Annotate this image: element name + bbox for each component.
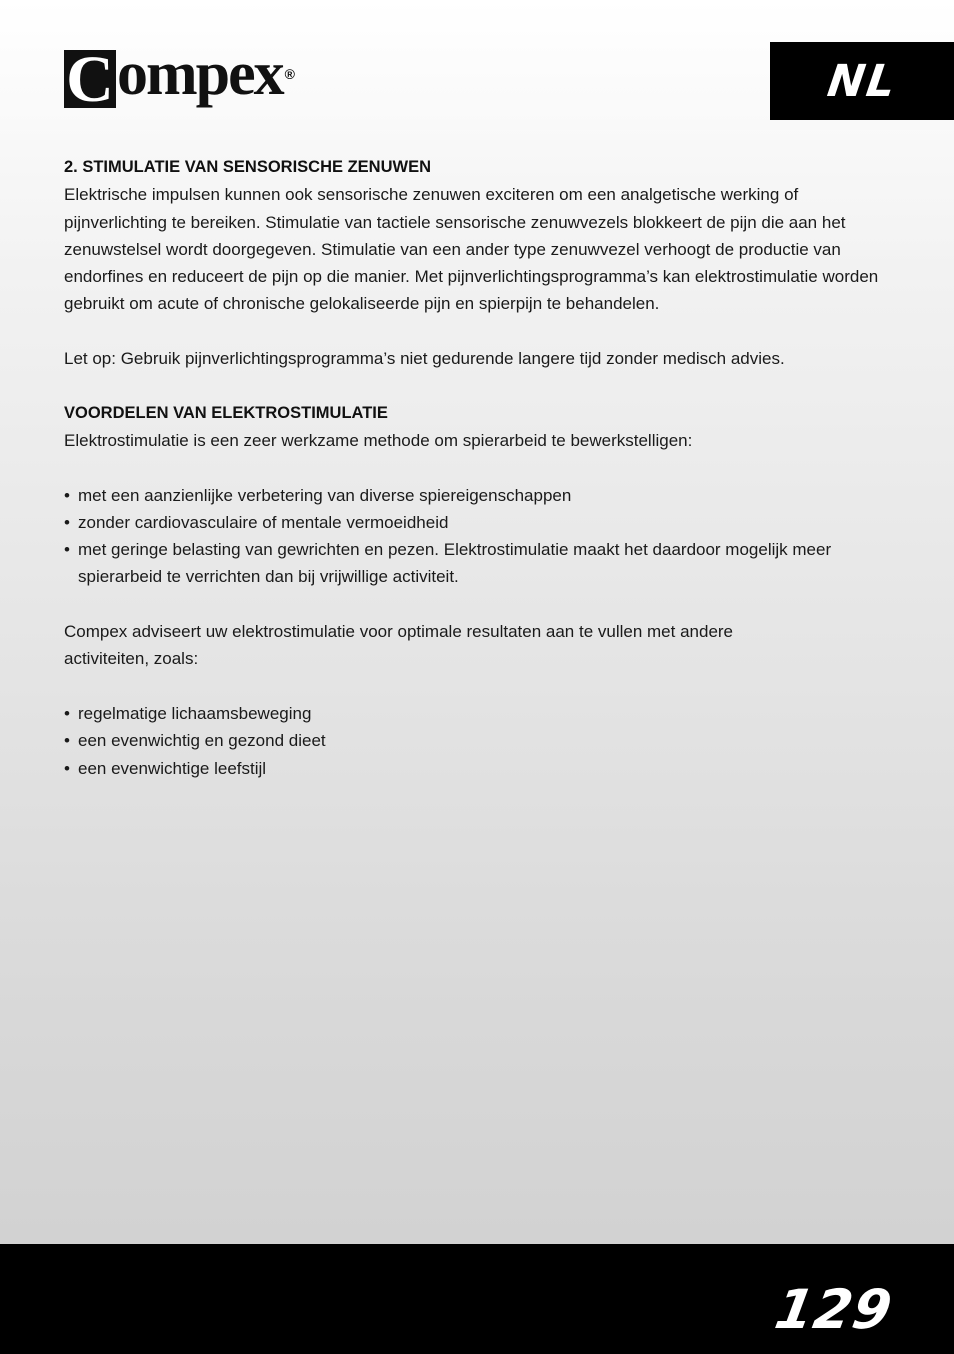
note-paragraph: Let op: Gebruik pijnverlichtingsprogramma’s niet gedurende langere tijd zonder medisch advies. xyxy=(64,349,785,369)
section-heading-sensory: 2. STIMULATIE VAN SENSORISCHE ZENUWEN xyxy=(64,158,431,176)
paragraph-sensory: Elektrische impulsen kunnen ook sensorische zenuwen exciteren om een analgetische werking of pijnverlichting te bereiken. Stimulatie van tactiele sensorische zenuwvezels blokkeert de pijn die aan het zenuwstelsel wordt doorgegeven. Stimulatie van een ander type zenuwvezel verhoogt de productie van endorfines en reduceert de pijn op die manier. Met pijnverlichtingsprogramma’s kan elektrostimulatie worden gebruikt om acute of chronische gelokaliseerde pijn en spierpijn te behandelen. xyxy=(64,185,879,314)
activities-list xyxy=(64,700,884,782)
list-item: • regelmatige lichaamsbeweging xyxy=(64,700,884,727)
registered-mark: ® xyxy=(284,66,295,82)
spacer xyxy=(64,318,884,345)
advice-line-1: Compex adviseert uw elektrostimulatie voor optimale resultaten aan te vullen met andere xyxy=(64,622,734,642)
list-item: • een evenwichtig en gezond dieet xyxy=(64,727,884,754)
benefits-list xyxy=(64,482,884,591)
language-tab xyxy=(770,42,954,120)
spacer xyxy=(64,454,884,481)
page-number: 129 xyxy=(770,1278,898,1341)
logo-initial: C xyxy=(66,43,114,116)
logo-wordmark: ompex xyxy=(117,40,283,108)
page-content xyxy=(64,154,884,782)
list-item: • met een aanzienlijke verbetering van diverse spiereigenschappen xyxy=(64,482,884,509)
footer-bar xyxy=(0,1244,954,1354)
spacer xyxy=(64,673,884,700)
advice-line-2: activiteiten, zoals: xyxy=(64,649,199,669)
language-label: NL xyxy=(823,55,901,107)
logo-c-block xyxy=(64,43,116,116)
section-heading-benefits: VOORDELEN VAN ELEKTROSTIMULATIE xyxy=(64,403,388,422)
spacer xyxy=(64,372,884,399)
benefits-intro: Elektrostimulatie is een zeer werkzame methode om spierarbeid te bewerkstelligen: xyxy=(64,430,693,450)
spacer xyxy=(64,591,884,618)
list-item: • een evenwichtige leefstijl xyxy=(64,755,884,782)
list-item: • zonder cardiovasculaire of mentale vermoeidheid xyxy=(64,509,884,536)
list-item: • met geringe belasting van gewrichten en pezen. Elektrostimulatie maakt het daardoor mogelijk meer spierarbeid te verrichten dan bij vrijwillige activiteit. xyxy=(64,536,884,591)
compex-logo xyxy=(64,40,295,120)
